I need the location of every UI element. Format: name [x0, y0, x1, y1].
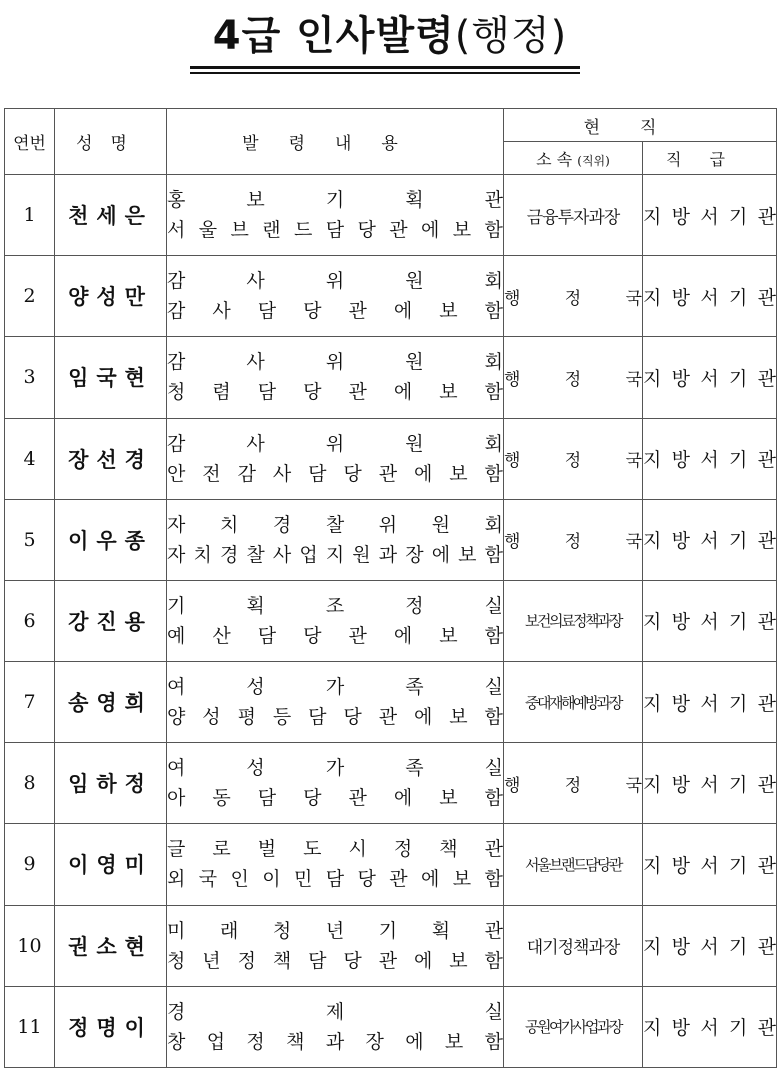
row-number: 10 [5, 905, 55, 986]
dept-text: 행 정 국 [504, 451, 642, 472]
person-name: 송영희 [55, 662, 167, 743]
dept-text: 서울브랜드담당관 [525, 855, 621, 874]
dept-text: 보건의료정책과장 [525, 612, 621, 631]
appointment-content [167, 905, 504, 986]
appointment-content [167, 175, 504, 256]
current-grade [643, 337, 777, 418]
appointment-line-1: 홍 보 기 획 관 [167, 189, 503, 212]
table-row [5, 905, 777, 986]
appointment-line-1: 감 사 위 원 회 [167, 351, 503, 374]
appointment-line-2: 서 울 브 랜 드 담 당 관 에 보 함 [167, 219, 503, 242]
row-number: 11 [5, 986, 55, 1067]
current-dept [504, 743, 643, 824]
person-name: 양성만 [55, 256, 167, 337]
row-number: 5 [5, 499, 55, 580]
title-block [0, 8, 780, 64]
dept-text: 행 정 국 [504, 532, 642, 553]
row-number: 7 [5, 662, 55, 743]
appointment-content [167, 580, 504, 661]
current-grade [643, 418, 777, 499]
current-grade [643, 743, 777, 824]
appointment-content [167, 337, 504, 418]
appointment-content [167, 662, 504, 743]
header-dept-note: (직위) [577, 153, 610, 168]
header-content: 발령내용 [167, 109, 504, 175]
current-grade [643, 824, 777, 905]
header-current: 현직 [504, 109, 777, 142]
appointment-line-1: 감 사 위 원 회 [167, 432, 503, 455]
grade-text: 지 방 서 기 관 [643, 854, 776, 877]
current-dept [504, 824, 643, 905]
person-name: 천세은 [55, 175, 167, 256]
appointment-content [167, 256, 504, 337]
header-dept-label: 소 속 [536, 149, 573, 169]
table-row [5, 337, 777, 418]
appointment-content [167, 418, 504, 499]
dept-text: 행 정 국 [504, 288, 642, 309]
appointment-line-2: 창 업 정 책 과 장 에 보 함 [167, 1030, 503, 1053]
current-dept [504, 175, 643, 256]
page-title-main: 4급 인사발령 [212, 13, 455, 59]
appointment-line-2: 양 성 평 등 담 당 관 에 보 함 [167, 706, 503, 729]
dept-text: 중대재해예방과장 [525, 693, 621, 712]
appointment-line-1: 여 성 가 족 실 [167, 757, 503, 780]
grade-text: 지 방 서 기 관 [643, 205, 776, 228]
row-number: 2 [5, 256, 55, 337]
row-number: 4 [5, 418, 55, 499]
dept-text: 행 정 국 [504, 775, 642, 796]
grade-text: 지 방 서 기 관 [643, 692, 776, 715]
appointment-line-1: 미 래 청 년 기 획 관 [167, 919, 503, 942]
current-dept [504, 662, 643, 743]
current-dept [504, 905, 643, 986]
table-row [5, 580, 777, 661]
current-dept [504, 256, 643, 337]
row-number: 3 [5, 337, 55, 418]
table-row [5, 824, 777, 905]
header-dept [504, 142, 643, 175]
appointment-content [167, 499, 504, 580]
appointment-line-1: 여 성 가 족 실 [167, 676, 503, 699]
appointment-line-1: 감 사 위 원 회 [167, 270, 503, 293]
person-name: 이영미 [55, 824, 167, 905]
appointment-line-1: 글 로 벌 도 시 정 책 관 [167, 838, 503, 861]
dept-text: 행 정 국 [504, 369, 642, 390]
appointment-content [167, 743, 504, 824]
table-row [5, 418, 777, 499]
grade-text: 지 방 서 기 관 [643, 449, 776, 472]
person-name: 임하정 [55, 743, 167, 824]
personnel-table [4, 108, 777, 1068]
table-row [5, 175, 777, 256]
row-number: 1 [5, 175, 55, 256]
current-grade [643, 986, 777, 1067]
person-name: 장선경 [55, 418, 167, 499]
table-row [5, 256, 777, 337]
table-row [5, 662, 777, 743]
grade-text: 지 방 서 기 관 [643, 773, 776, 796]
person-name: 이우종 [55, 499, 167, 580]
person-name: 정명이 [55, 986, 167, 1067]
appointment-line-2: 아 동 담 당 관 에 보 함 [167, 787, 503, 810]
current-grade [643, 662, 777, 743]
dept-text: 대기정책과장 [526, 938, 620, 959]
header-name: 성명 [55, 109, 167, 175]
current-dept [504, 580, 643, 661]
current-dept [504, 499, 643, 580]
current-grade [643, 580, 777, 661]
grade-text: 지 방 서 기 관 [643, 286, 776, 309]
current-dept [504, 986, 643, 1067]
table-row [5, 743, 777, 824]
person-name: 강진용 [55, 580, 167, 661]
header-grade: 직급 [643, 142, 777, 175]
dept-text: 금융투자과장 [526, 207, 620, 228]
appointment-line-1: 기 획 조 정 실 [167, 594, 503, 617]
appointment-line-2: 청 년 정 책 담 당 관 에 보 함 [167, 949, 503, 972]
row-number: 8 [5, 743, 55, 824]
current-grade [643, 499, 777, 580]
page-title [213, 8, 567, 64]
person-name: 임국현 [55, 337, 167, 418]
grade-text: 지 방 서 기 관 [643, 936, 776, 959]
grade-text: 지 방 서 기 관 [643, 530, 776, 553]
appointment-line-2: 감 사 담 당 관 에 보 함 [167, 300, 503, 323]
appointment-content [167, 986, 504, 1067]
header-no: 연번 [5, 109, 55, 175]
current-grade [643, 256, 777, 337]
appointment-line-1: 자 치 경 찰 위 원 회 [167, 513, 503, 536]
page-title-sub: (행정) [454, 13, 568, 59]
person-name: 권소현 [55, 905, 167, 986]
title-underline [190, 66, 580, 69]
grade-text: 지 방 서 기 관 [643, 1017, 776, 1040]
appointment-content [167, 824, 504, 905]
grade-text: 지 방 서 기 관 [643, 367, 776, 390]
title-underline-second [190, 72, 580, 74]
appointment-line-1: 경 제 실 [167, 1000, 503, 1023]
current-dept [504, 418, 643, 499]
current-grade [643, 905, 777, 986]
appointment-line-2: 예 산 담 당 관 에 보 함 [167, 624, 503, 647]
grade-text: 지 방 서 기 관 [643, 611, 776, 634]
table-row [5, 499, 777, 580]
current-dept [504, 337, 643, 418]
current-grade [643, 175, 777, 256]
table-row [5, 986, 777, 1067]
appointment-line-2: 안 전 감 사 담 당 관 에 보 함 [167, 462, 503, 485]
appointment-line-2: 외 국 인 이 민 담 당 관 에 보 함 [167, 868, 503, 891]
row-number: 9 [5, 824, 55, 905]
appointment-line-2: 자 치 경 찰 사 업 지 원 과 장 에 보 함 [167, 543, 503, 566]
appointment-line-2: 청 렴 담 당 관 에 보 함 [167, 381, 503, 404]
table-body [5, 175, 777, 1068]
row-number: 6 [5, 580, 55, 661]
dept-text: 공원여가사업과장 [525, 1018, 621, 1037]
